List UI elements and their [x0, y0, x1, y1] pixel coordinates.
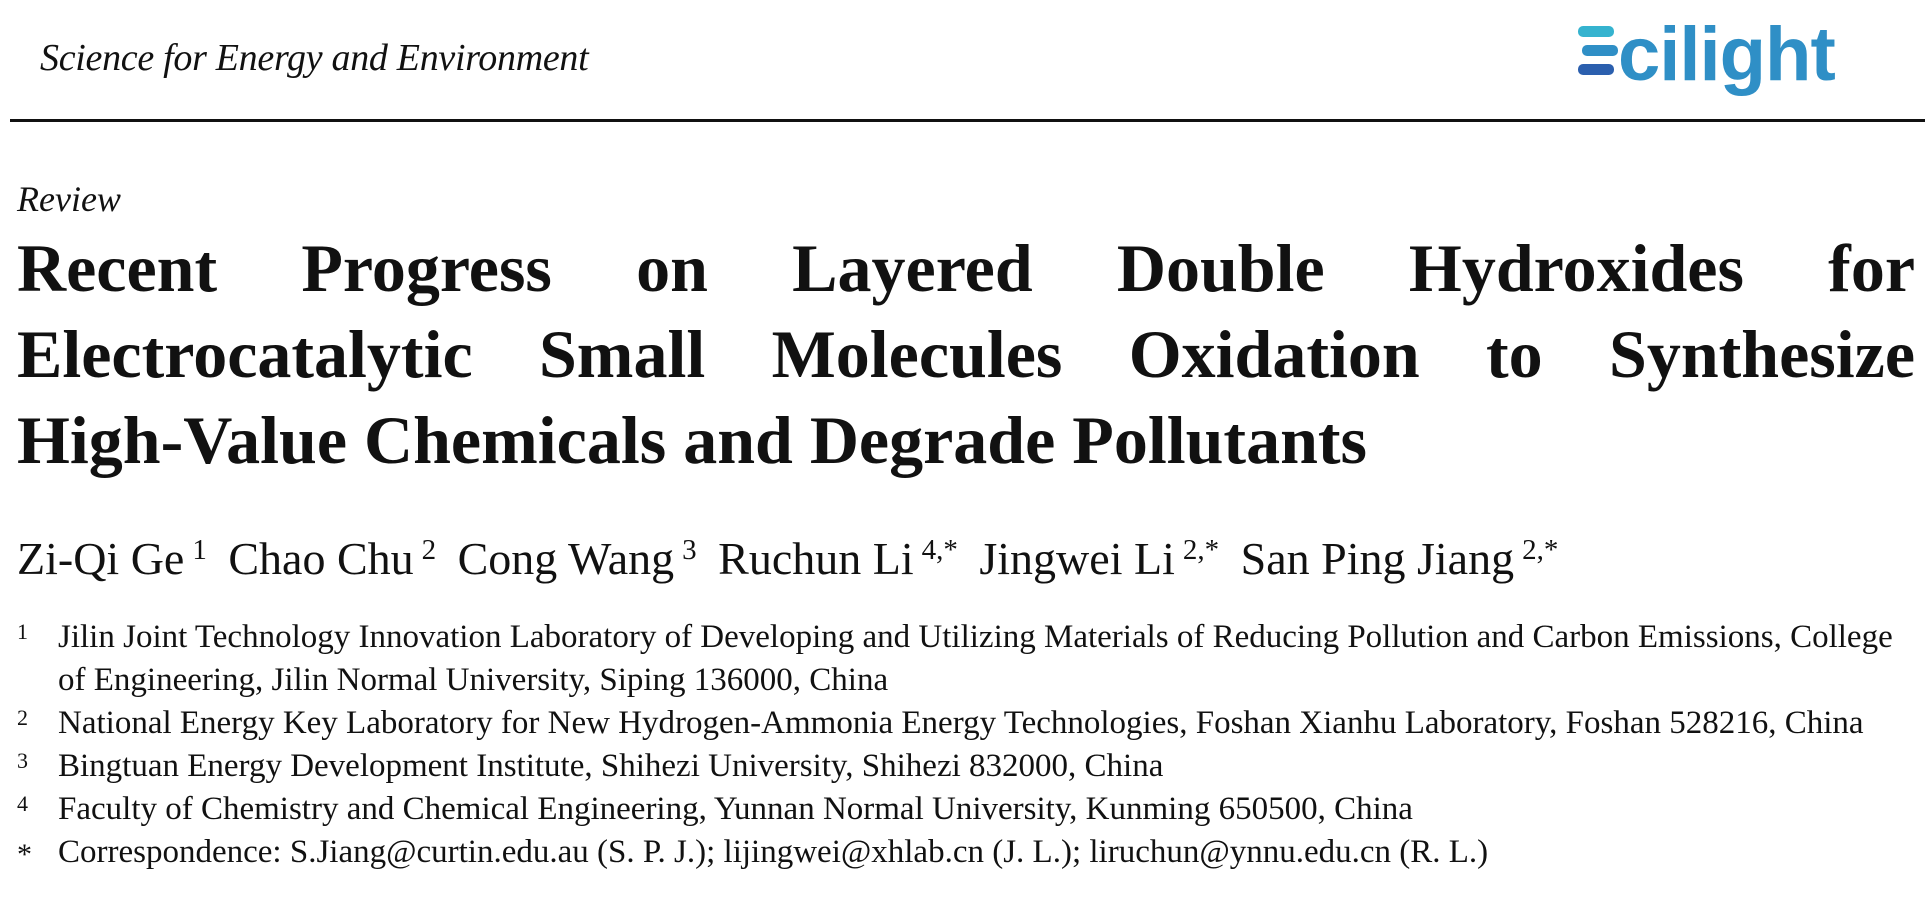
- author-affiliation-mark: 2,*: [1182, 534, 1220, 566]
- author-affiliation-mark: 1: [192, 534, 207, 566]
- author-name: Chao Chu: [228, 533, 414, 584]
- logo-wordmark: cilight: [1618, 12, 1835, 97]
- affiliation-text: Faculty of Chemistry and Chemical Engineering, Yunnan Normal University, Kunming 650500, China: [58, 791, 1413, 827]
- logo-stripe-top: [1578, 26, 1614, 37]
- author: [17, 533, 207, 584]
- affiliation-list: [17, 616, 1917, 874]
- author-affiliation-mark: 2: [421, 534, 437, 566]
- author-name: Cong Wang: [457, 533, 675, 584]
- correspondence-text: Correspondence: S.Jiang@curtin.edu.au (S. P. J.); lijingwei@xhlab.cn (J. L.); liruchun@ynnu.edu.cn (R. L.): [58, 834, 1489, 870]
- scilight-logo: [1578, 6, 1848, 98]
- article-title: [17, 225, 1915, 483]
- affiliation-mark: 1: [17, 619, 28, 644]
- title-line-2: Electrocatalytic Small Molecules Oxidation to Synthesize: [17, 316, 1915, 392]
- affiliation-mark: 2: [17, 705, 28, 730]
- affiliation-text: Bingtuan Energy Development Institute, Shihezi University, Shihezi 832000, China: [58, 748, 1164, 784]
- affiliation-item: [17, 788, 1917, 831]
- author: [979, 533, 1219, 584]
- author-name: Ruchun Li: [718, 533, 914, 584]
- affiliation-item: [17, 745, 1917, 788]
- author: [458, 533, 697, 584]
- author-affiliation-mark: 2,*: [1522, 534, 1559, 566]
- author-name: Zi-Qi Ge: [17, 533, 185, 584]
- author: [718, 533, 958, 584]
- correspondence-mark: *: [17, 838, 32, 871]
- logo-stripe-middle: [1582, 45, 1618, 56]
- affiliation-item: [17, 616, 1917, 702]
- author-list: [17, 532, 1568, 585]
- author: [1241, 533, 1559, 584]
- title-line-3: High-Value Chemicals and Degrade Pollutants: [17, 402, 1368, 478]
- author-affiliation-mark: 3: [682, 534, 697, 566]
- title-line-1: Recent Progress on Layered Double Hydroxides for: [17, 230, 1915, 306]
- author-name: Jingwei Li: [979, 533, 1175, 584]
- author-name: San Ping Jiang: [1240, 533, 1515, 584]
- article-type: Review: [17, 179, 121, 219]
- author: [228, 533, 436, 584]
- affiliation-text: National Energy Key Laboratory for New Hydrogen-Ammonia Energy Technologies, Foshan Xianhu Laboratory, Foshan 528216, China: [58, 705, 1864, 741]
- affiliation-mark: 4: [17, 791, 28, 816]
- affiliation-text: Jilin Joint Technology Innovation Laboratory of Developing and Utilizing Materials of Reducing Pollution and Carbon Emissions, College of Engineering, Jilin Normal University, Siping 136000, China: [58, 619, 1893, 698]
- author-affiliation-mark: 4,*: [921, 534, 958, 566]
- affiliation-mark: 3: [17, 748, 28, 773]
- journal-name: Science for Energy and Environment: [40, 37, 589, 79]
- header-rule: [10, 119, 1925, 122]
- affiliation-item: [17, 702, 1917, 745]
- correspondence-item: [17, 831, 1917, 874]
- logo-stripe-bottom: [1578, 64, 1614, 75]
